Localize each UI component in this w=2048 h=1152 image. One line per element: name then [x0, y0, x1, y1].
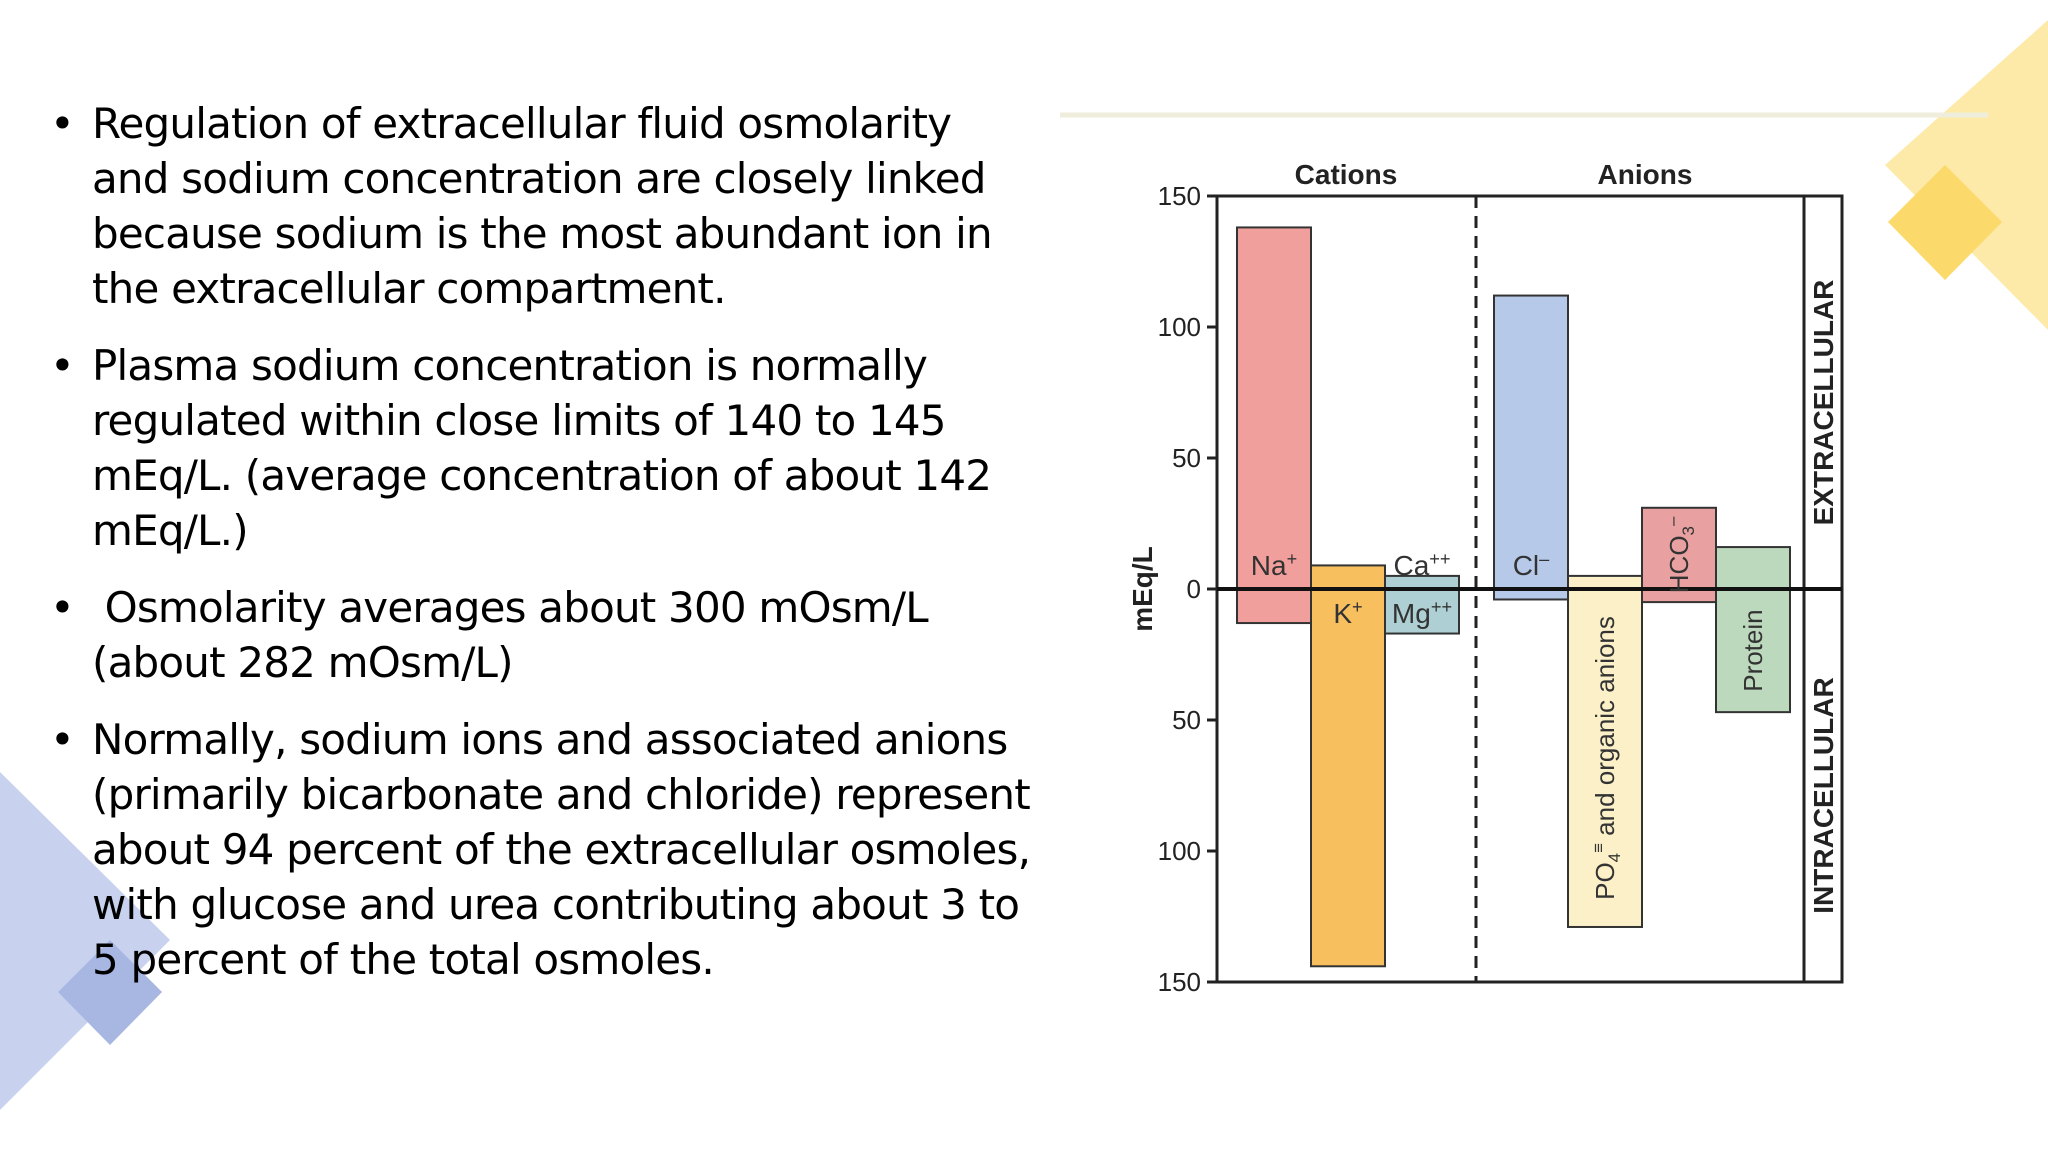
ion-label-na: Na+: [1250, 549, 1298, 581]
bullet-text: Plasma sodium concentration is normally regulated within close limits of 140 to 145 mEq/L. (average concentration of about 142 mEq/L.): [92, 341, 992, 555]
bullet-text: Regulation of extracellular fluid osmolarity and sodium concentration are closely linked because sodium is the most abundant ion in the extracellular compartment.: [92, 99, 992, 313]
y-tick-label: 100: [1157, 312, 1201, 342]
ion-label-ca: Ca++: [1393, 549, 1451, 581]
y-tick-label: 150: [1157, 181, 1201, 211]
bullet-text: Osmolarity averages about 300 mOsm/L (about 282 mOsm/L): [92, 583, 941, 687]
group-label-anions: Anions: [1597, 159, 1693, 190]
side-label-intracellular: INTRACELLULAR: [1808, 677, 1839, 914]
group-label-cations: Cations: [1294, 159, 1398, 190]
y-tick-label: 50: [1172, 443, 1201, 473]
y-tick-label: 50: [1172, 705, 1201, 735]
bullet-dot: •: [50, 715, 74, 764]
y-tick-label: 100: [1157, 836, 1201, 866]
ion-label-protein: Protein: [1738, 609, 1768, 692]
ion-label-po: $PO_4^\equiv$ and organic anions: [1589, 616, 1624, 900]
y-tick-label: 0: [1186, 574, 1201, 604]
bullet-dot: •: [50, 583, 74, 632]
side-label-extracellular: EXTRACELLULAR: [1808, 279, 1839, 526]
bullet-dot: •: [50, 99, 74, 148]
ion-label-hco: $HCO_3^-$: [1663, 516, 1698, 594]
ion-label-cl: Cl–: [1512, 549, 1550, 581]
y-axis-label: mEq/L: [1127, 546, 1158, 632]
bullet-dot: •: [50, 341, 74, 390]
y-tick-label: 150: [1157, 967, 1201, 997]
bullet-text: Normally, sodium ions and associated anions (primarily bicarbonate and chloride) represent about 94 percent of the extracellular osmoles, with glucose and urea contributing about 3 to 5 percent of the total osmoles.: [92, 715, 1031, 984]
ion-label-ca-2: Mg++: [1391, 597, 1453, 629]
ion-label-k: K+: [1333, 597, 1363, 629]
